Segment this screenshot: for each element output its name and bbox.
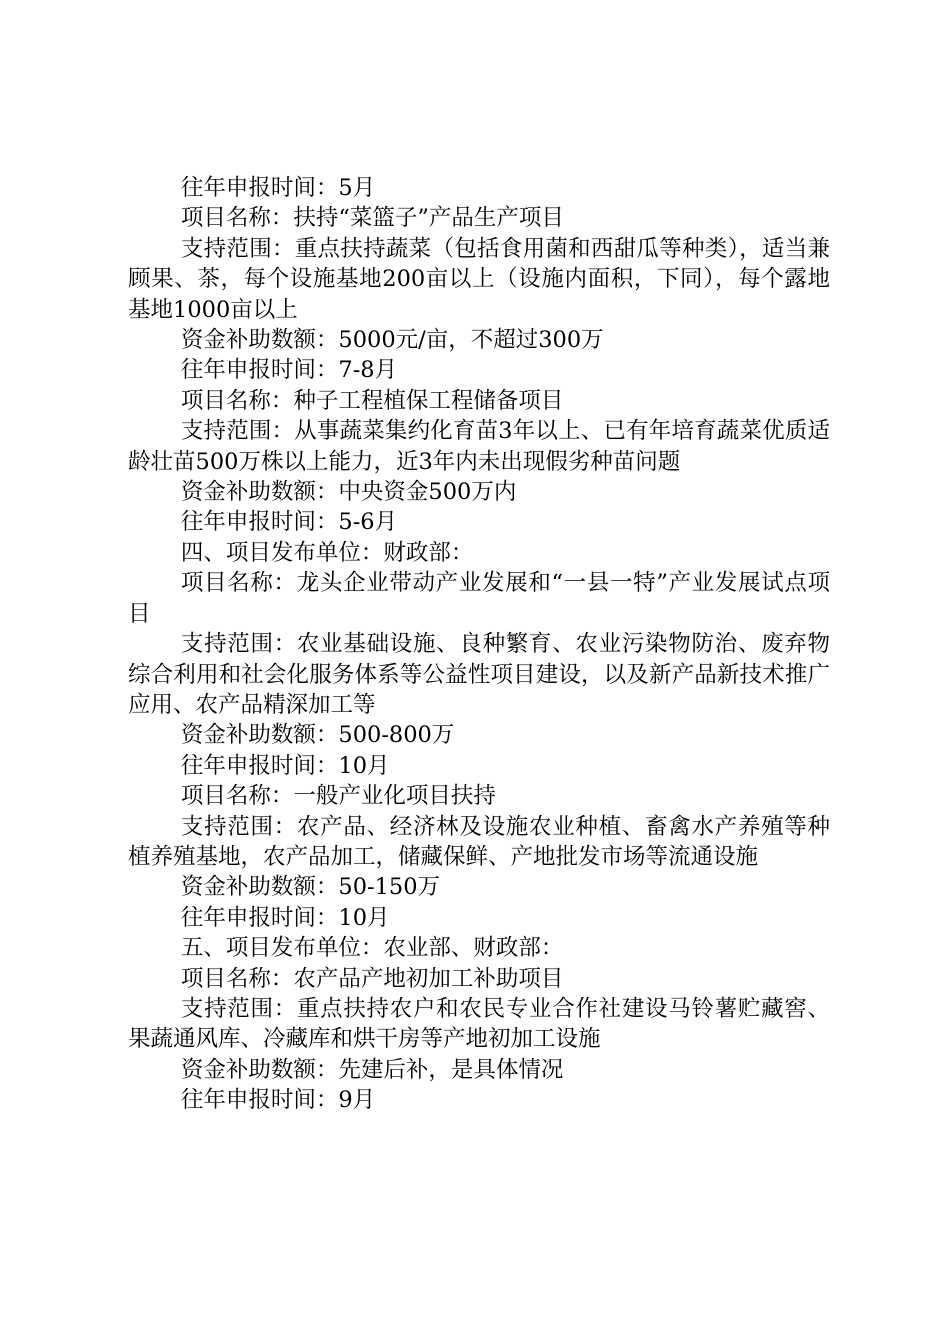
paragraph-funding-amount-1: 资金补助数额：5000元/亩，不超过300万 (180, 327, 604, 354)
paragraph-project-name-5: 项目名称：农产品产地初加工补助项目 (180, 965, 564, 992)
paragraph-application-time-6: 往年申报时间：9月 (180, 1087, 376, 1114)
paragraph-support-scope-2: 支持范围：从事蔬菜集约化育苗3年以上、已有年培育蔬菜优质适龄壮苗500万株以上能力，近3年内未出现假劣种苗问题 (128, 418, 830, 475)
paragraph-funding-amount-5: 资金补助数额：先建后补，是具体情况 (180, 1056, 564, 1083)
paragraph-project-name-3: 项目名称：龙头企业带动产业发展和“一县一特”产业发展试点项目 (128, 570, 830, 627)
document-body (128, 173, 830, 1116)
paragraph-application-time-4: 往年申报时间：10月 (180, 752, 390, 779)
paragraph-project-name-2: 项目名称：种子工程植保工程储备项目 (180, 387, 564, 414)
paragraph-application-time-3: 往年申报时间：5-6月 (180, 509, 398, 536)
paragraph-support-scope-4: 支持范围：农产品、经济林及设施农业种植、畜禽水产养殖等种植养殖基地，农产品加工，储藏保鲜、产地批发市场等流通设施 (128, 813, 830, 870)
paragraph-application-time-2: 往年申报时间：7-8月 (180, 357, 398, 384)
section-heading-publisher-4: 四、项目发布单位：财政部： (180, 539, 474, 566)
section-heading-publisher-5: 五、项目发布单位：农业部、财政部： (180, 935, 564, 962)
paragraph-support-scope-1: 支持范围：重点扶持蔬菜（包括食用菌和西甜瓜等种类），适当兼顾果、茶，每个设施基地200亩以上（设施内面积，下同），每个露地基地1000亩以上 (128, 235, 830, 323)
paragraph-support-scope-3: 支持范围：农业基础设施、良种繁育、农业污染物防治、废弃物综合利用和社会化服务体系等公益性项目建设，以及新产品新技术推广应用、农产品精深加工等 (128, 631, 830, 718)
paragraph-application-time-5: 往年申报时间：10月 (180, 904, 390, 931)
paragraph-application-time-1: 往年申报时间：5月 (180, 175, 376, 201)
paragraph-funding-amount-2: 资金补助数额：中央资金500万内 (180, 479, 517, 506)
paragraph-funding-amount-4: 资金补助数额：50-150万 (180, 874, 441, 901)
paragraph-project-name-1: 项目名称：扶持“菜篮子”产品生产项目 (180, 205, 564, 232)
paragraph-funding-amount-3: 资金补助数额：500-800万 (180, 722, 455, 749)
paragraph-project-name-4: 项目名称：一般产业化项目扶持 (180, 783, 496, 810)
paragraph-support-scope-5: 支持范围：重点扶持农户和农民专业合作社建设马铃薯贮藏窖、果蔬通风库、冷藏库和烘干房等产地初加工设施 (128, 995, 830, 1053)
